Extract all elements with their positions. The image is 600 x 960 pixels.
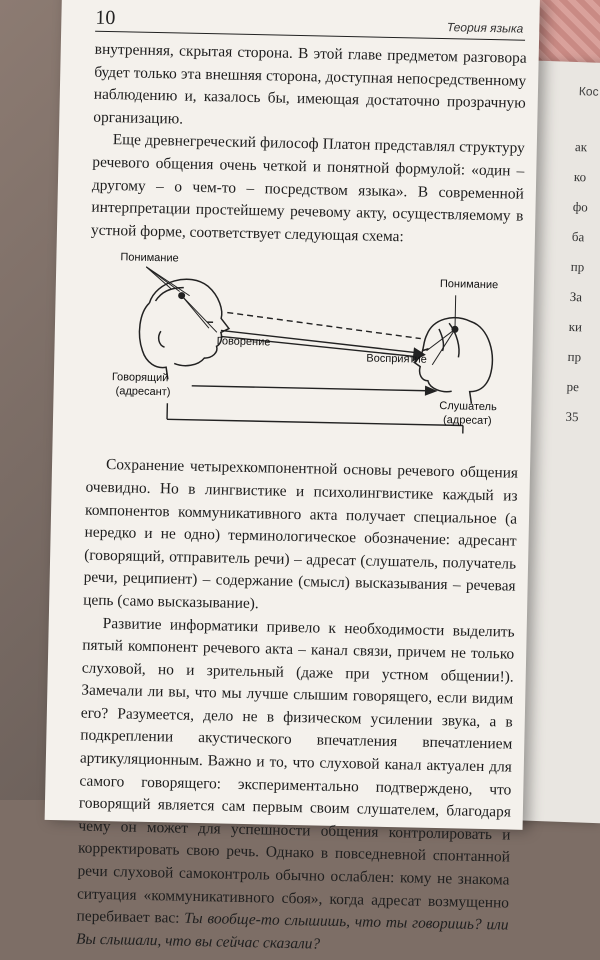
paragraph-1: внутренняя, скрытая сторона. В этой главе предметом разговора будет только эта внешняя сторона, доступная непосредственному наблюдению и, казалось бы, имеющая достаточно прозрачную организацию. [93,39,527,138]
label-listener: Слушатель [439,399,497,414]
paragraph-3: Сохранение четырехкомпонентной основы речевого общения очевидно. Но в лингвистике и психолингвистике каждый из компонентов коммуникативного акта получает специальное (а нередко и не одно) терминологическое обозначение: адресант (говорящий, отправитель речи) – адресат (слушатель, получатель речи, реципиент) – содержание (смысл) высказывания – речевая цепь (само высказывание). [83,454,518,621]
facing-line: ко [573,162,600,194]
book-page [45,0,540,830]
facing-line: пр [570,252,600,284]
paragraph-4-text: Развитие информатики привело к необходимости выделить пятый компонент речевого акта – канал связи, причем не только слуховой, но и зрительный (даже при устном общении!). Замечали ли вы, что мы лучше слышим говорящего, если видим его? Разумеется, дело не в физическом усилении звука, а в подкреплении акустического впечатления впечатлением артикуляционным. Важно и то, что слуховой канал актуален для самого говорящего: экспериментально подтверждено, что говорящий является сам первым своим слушателем, благодаря чему он может для успешности общения контролировать и корректировать свою речь. Однако в повседневной спонтанной речи слуховой самоконтроль обычно ослаблен: кому не знакома ситуация «коммуникативного сбоя», когда адресат возмущенно перебивает вас: [76,614,514,926]
label-understanding-speaker: Понимание [120,251,179,266]
facing-line: ак [574,132,600,164]
address-arrow [167,382,464,434]
facing-page-column [565,132,600,434]
facing-line: ба [571,222,600,254]
label-understanding-listener: Понимание [440,277,499,292]
label-addresser: (адресант) [115,385,170,400]
paragraph-4 [76,612,515,960]
label-speaker: Говорящий [112,370,169,385]
label-perception: Восприятие [366,352,427,367]
label-speaking: Говорение [217,335,271,350]
running-head: Теория языка [447,20,524,36]
facing-line: 35 [565,402,600,434]
facing-line: пр [567,342,600,374]
page-number: 10 [95,7,115,30]
speech-act-diagram [106,250,510,454]
facing-line: ре [566,372,600,404]
paragraph-4-quote: Ты вообще-то слышишь, что ты говоришь? или Вы слышали, что вы сейчас сказали? [76,910,509,952]
page-body [76,39,527,960]
facing-line: ки [568,312,600,344]
facing-line: фо [572,192,600,224]
paragraph-2: Еще древнегреческий философ Платон представлял структуру речевого общения очень четкой и понятной формулой: «один – другому – о чем-то – посредством языка». В современной интерпретации простейшему речевому акту, осуществляемому в устной форме, соответствует следующая схема: [91,129,525,251]
listener-brain-lines [426,295,458,366]
label-addressee: (адресат) [443,413,492,428]
page-header [95,7,525,41]
facing-line: За [569,282,600,314]
facing-page-head: Кос [579,84,599,99]
